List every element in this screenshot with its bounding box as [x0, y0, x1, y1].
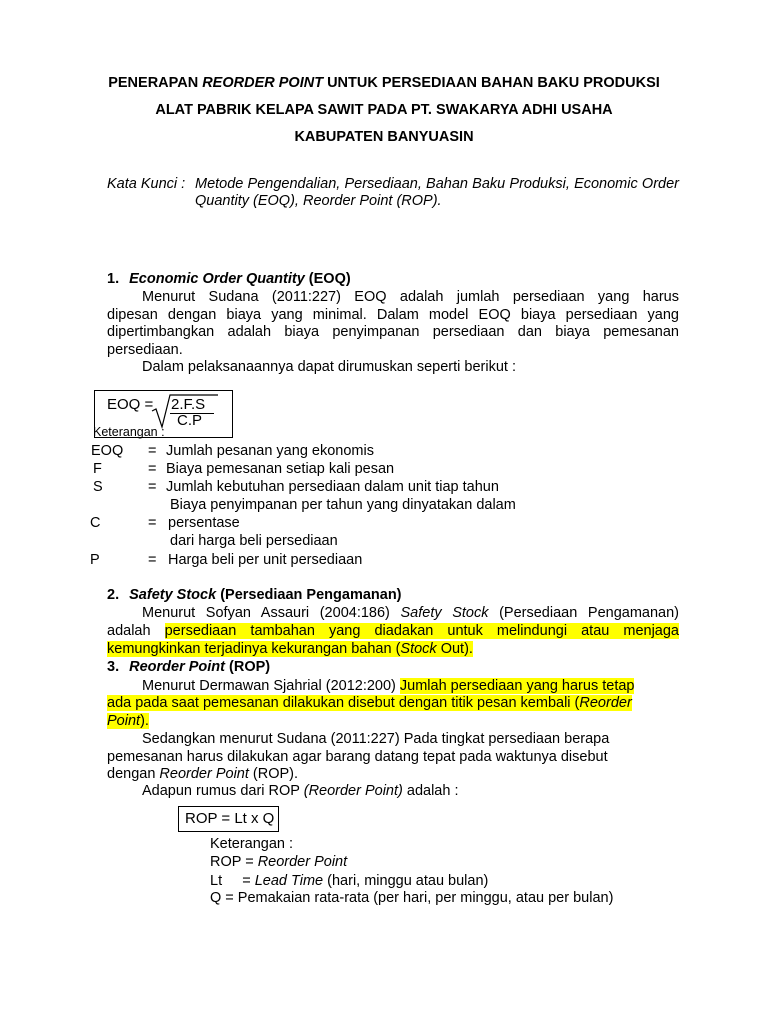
section-title: (ROP) — [225, 659, 271, 675]
s1-keterangan: Keterangan : — [93, 425, 165, 439]
def-description: Jumlah pesanan yang ekonomis — [166, 443, 374, 459]
section-title-italic: Reorder Point — [129, 659, 225, 675]
s3-para2-line2: pemesanan harus dilakukan agar barang datang tepat pada waktunya disebut — [107, 749, 608, 765]
def-equals: = — [148, 443, 157, 459]
section-1-heading — [107, 270, 351, 288]
s1-para1-line1: Menurut Sudana (2011:227) EOQ adalah jumlah persediaan yang harus — [142, 289, 679, 305]
def-equals: = — [148, 515, 157, 531]
section-title-italic: Safety Stock — [129, 587, 217, 603]
s3-line1: Menurut Dermawan Sjahrial (2012:200) Jumlah persediaan yang harus tetap — [142, 678, 635, 694]
title-text-italic: REORDER POINT — [202, 75, 324, 91]
s3-para2-line3: dengan Reorder Point (ROP). — [107, 766, 299, 782]
s3-line3 — [107, 712, 149, 730]
def-symbol: F — [93, 461, 102, 477]
highlighted-text: ada pada saat pemesanan dilakukan disebut dengan titik pesan kembali (Reorder — [107, 695, 632, 711]
s1-para2: Dalam pelaksanaannya dapat dirumuskan seperti berikut : — [142, 359, 516, 375]
highlighted-text: Jumlah persediaan yang harus tetap — [399, 678, 635, 694]
def-equals: = — [148, 461, 157, 477]
keywords-line1: Metode Pengendalian, Persediaan, Bahan Baku Produksi, Economic Order — [195, 176, 679, 192]
highlighted-text: persediaan tambahan yang diadakan untuk melindungi atau menjaga — [164, 623, 679, 639]
s2-line1: Menurut Sofyan Assauri (2004:186) Safety Stock (Persediaan Pengamanan) — [142, 605, 679, 621]
s3-line2 — [107, 694, 632, 712]
def-equals: = — [148, 552, 157, 568]
def-symbol: P — [90, 552, 100, 568]
eoq-formula-denominator: C.P — [177, 412, 203, 429]
doc-title-line2: ALAT PABRIK KELAPA SAWIT PADA PT. SWAKARYA ADHI USAHA — [155, 102, 613, 118]
s1-para1-line2: dipesan dengan biaya yang minimal. Dalam model EOQ biaya persediaan yang — [107, 307, 679, 323]
section-title-italic: Economic Order Quantity — [129, 271, 305, 287]
def-description: Harga beli per unit persediaan — [168, 552, 363, 568]
section-number: 3. — [107, 659, 120, 675]
doc-title-line1 — [0, 74, 768, 92]
s1-para1-line3: dipertimbangkan adalah biaya penyimpanan persediaan dan biaya pemesanan — [107, 324, 679, 340]
s3-ket-rop: ROP = Reorder Point — [210, 854, 348, 870]
title-text: PENERAPAN — [108, 75, 203, 91]
eoq-formula-lhs: EOQ = — [107, 396, 154, 413]
italic-term: Safety Stock — [400, 605, 489, 621]
s3-ket-lt: Lt = Lead Time (hari, minggu atau bulan) — [210, 873, 489, 889]
keywords-label: Kata Kunci : — [107, 176, 186, 192]
s2-line2: adalah persediaan tambahan yang diadakan untuk melindungi atau menjaga — [107, 623, 679, 639]
s3-para2-line1: Sedangkan menurut Sudana (2011:227) Pada tingkat persediaan berapa — [142, 731, 610, 747]
def-description-pre: Biaya penyimpanan per tahun yang dinyatakan dalam — [170, 497, 516, 513]
section-number: 2. — [107, 587, 120, 603]
def-description: Jumlah kebutuhan persediaan dalam unit tiap tahun — [166, 479, 499, 495]
s3-para3: Adapun rumus dari ROP (Reorder Point) adalah : — [142, 783, 459, 799]
doc-title-line3: KABUPATEN BANYUASIN — [294, 129, 474, 145]
def-description-post: dari harga beli persediaan — [170, 533, 338, 549]
section-2-heading — [107, 586, 402, 604]
s3-keterangan: Keterangan : — [210, 836, 294, 852]
s1-para1-line4: persediaan. — [107, 342, 183, 358]
def-symbol: EOQ — [91, 443, 124, 459]
s3-ket-q: Q = Pemakaian rata-rata (per hari, per minggu, atau per bulan) — [210, 890, 614, 906]
s2-line3 — [107, 640, 473, 658]
highlighted-text: Point). — [107, 713, 149, 729]
def-symbol: C — [90, 515, 101, 531]
title-text: UNTUK PERSEDIAAN BAHAN BAKU PRODUKSI — [323, 75, 660, 91]
def-description: persentase — [168, 515, 240, 531]
section-title: (EOQ) — [304, 271, 351, 287]
keywords-line2: Quantity (EOQ), Reorder Point (ROP). — [195, 193, 442, 209]
def-description: Biaya pemesanan setiap kali pesan — [166, 461, 395, 477]
section-3-heading — [107, 658, 270, 676]
def-equals: = — [148, 479, 157, 495]
section-number: 1. — [107, 271, 120, 287]
rop-formula: ROP = Lt x Q — [185, 810, 275, 827]
highlighted-text: kemungkinkan terjadinya kekurangan bahan (Stock Out). — [107, 641, 473, 657]
def-symbol: S — [93, 479, 103, 495]
section-title: (Persediaan Pengamanan) — [216, 587, 402, 603]
eoq-formula-numerator: 2.F.S — [171, 396, 206, 413]
